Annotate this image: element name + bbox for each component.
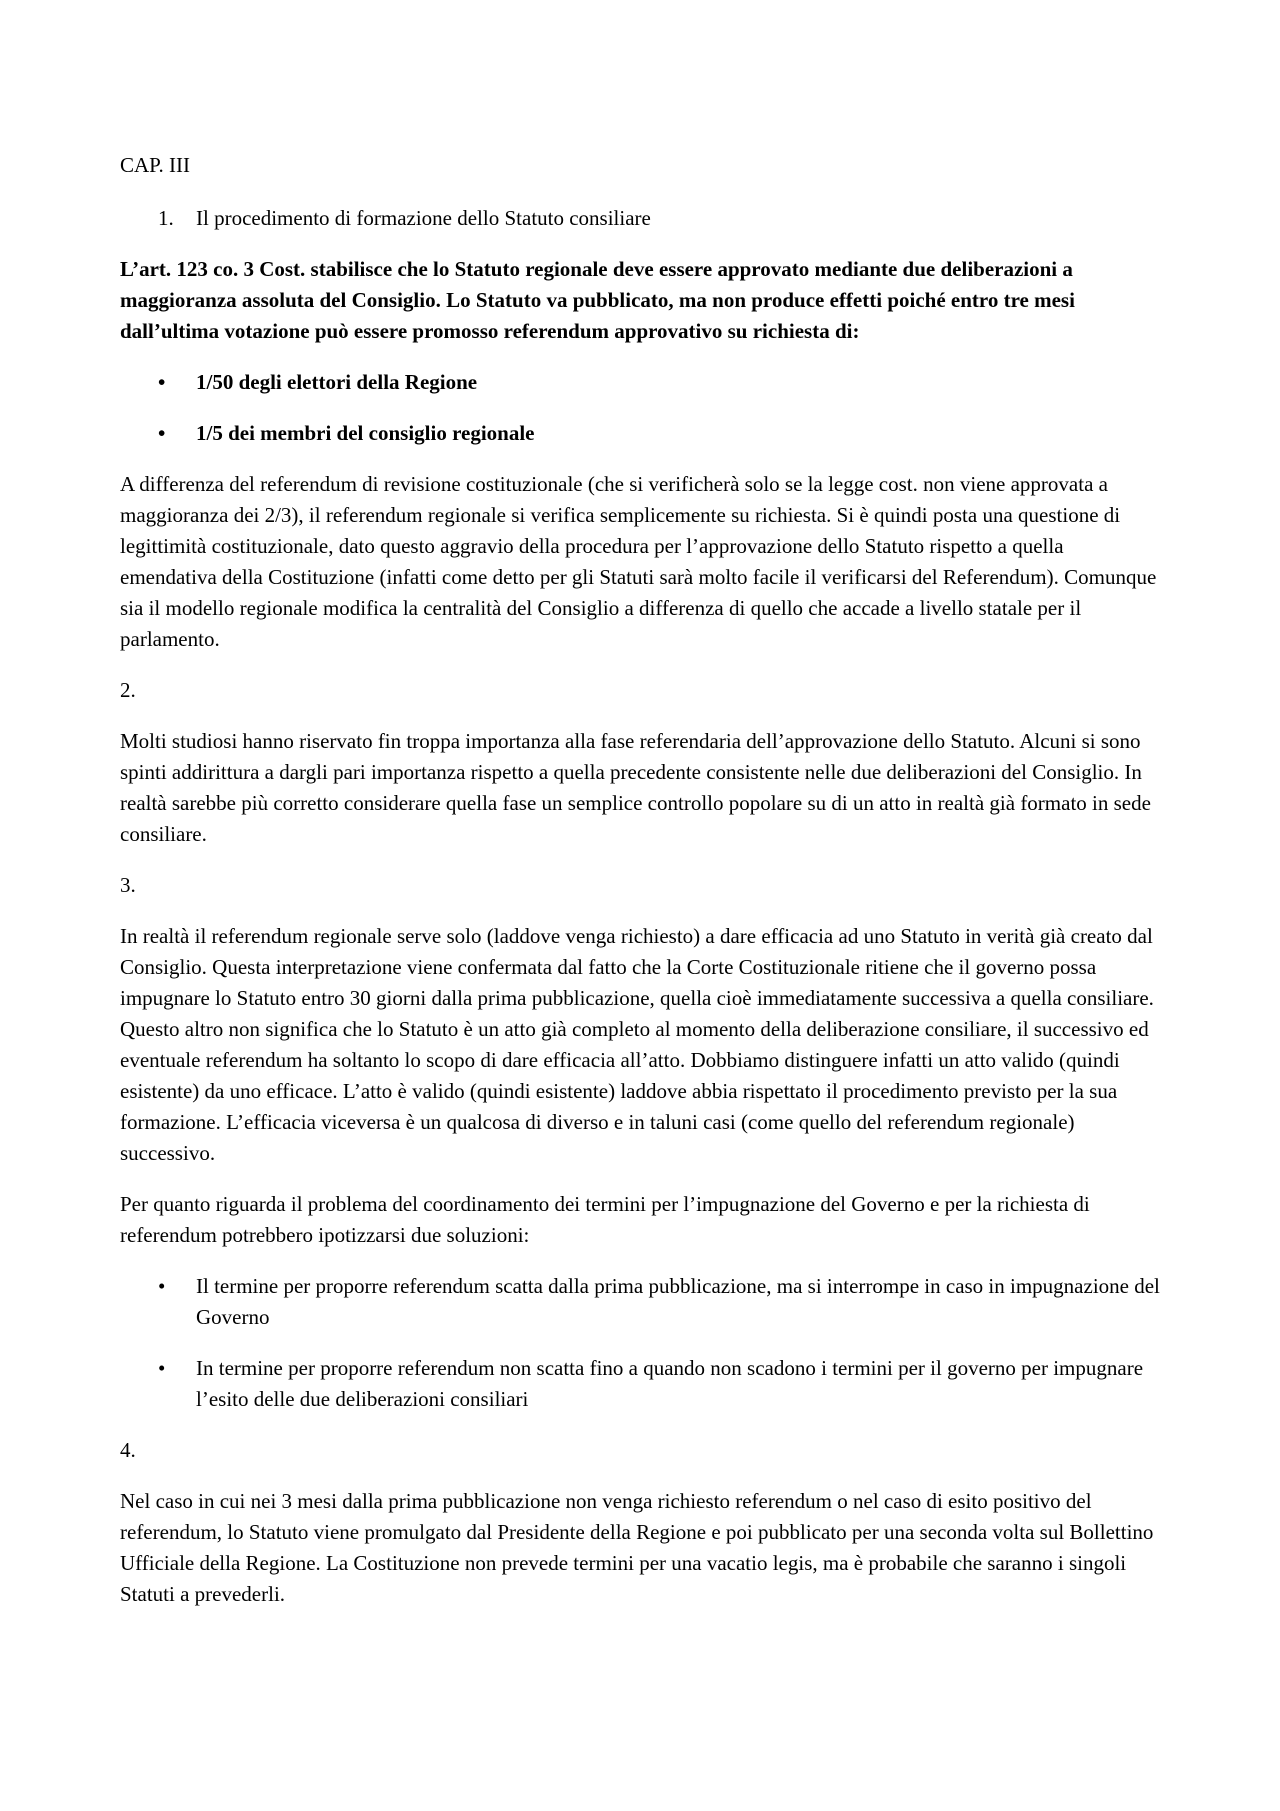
bullet-icon: • <box>158 1356 166 1380</box>
list-item-text: 1/50 degli elettori della Regione <box>196 370 478 394</box>
section-4-number: 4. <box>120 1438 136 1462</box>
list-item-text: In termine per proporre referendum non scatta fino a quando non scadono i termini per il governo per impugnare l’esito delle due deliberazioni consiliari <box>196 1356 1144 1411</box>
list-item <box>120 418 1160 449</box>
paragraph-5: Nel caso in cui nei 3 mesi dalla prima pubblicazione non venga richiesto referendum o nel caso di esito positivo del referendum, lo Statuto viene promulgato dal Presidente della Regione e poi pubblicato per una seconda volta sul Bollettino Ufficiale della Regione. La Costituzione non prevede termini per una vacatio legis, ma è probabile che saranno i singoli Statuti a prevederli. <box>120 1489 1154 1606</box>
list-item <box>120 1271 1160 1333</box>
bullet-icon: • <box>158 370 166 394</box>
list-item-text: Il termine per proporre referendum scatta dalla prima pubblicazione, ma si interrompe in caso in impugnazione del Governo <box>196 1274 1160 1329</box>
section-1-heading <box>120 203 1160 234</box>
list-item-text: 1/5 dei membri del consiglio regionale <box>196 421 535 445</box>
section-1-number: 1. <box>158 206 174 230</box>
document-page <box>120 150 1160 1630</box>
paragraph-4: Per quanto riguarda il problema del coordinamento dei termini per l’impugnazione del Governo e per la richiesta di referendum potrebbero ipotizzarsi due soluzioni: <box>120 1192 1090 1247</box>
section-1-title: Il procedimento di formazione dello Statuto consiliare <box>196 206 651 230</box>
paragraph-2: Molti studiosi hanno riservato fin troppa importanza alla fase referendaria dell’approvazione dello Statuto. Alcuni si sono spinti addirittura a dargli pari importanza rispetto a quella precedente consistente nelle due deliberazioni del Consiglio. In realtà sarebbe più corretto considerare quella fase un semplice controllo popolare su di un atto in realtà già formato in sede consiliare. <box>120 729 1151 846</box>
list-item <box>120 1353 1160 1415</box>
paragraph-1: A differenza del referendum di revisione costituzionale (che si verificherà solo se la legge cost. non viene approvata a maggioranza dei 2/3), il referendum regionale si verifica semplicemente su richiesta. Si è quindi posta una questione di legittimità costituzionale, dato questo aggravio della procedura per l’approvazione dello Statuto rispetto a quella emendativa della Costituzione (infatti come detto per gli Statuti sarà molto facile il verificarsi del Referendum). Comunque sia il modello regionale modifica la centralità del Consiglio a differenza di quello che accade a livello statale per il parlamento. <box>120 472 1157 651</box>
section-3-number: 3. <box>120 873 136 897</box>
section-2-number: 2. <box>120 678 136 702</box>
list-item <box>120 367 1160 398</box>
bullet-icon: • <box>158 421 166 445</box>
chapter-heading: CAP. III <box>120 153 191 177</box>
paragraph-3: In realtà il referendum regionale serve solo (laddove venga richiesto) a dare efficacia ad uno Statuto in verità già creato dal Consiglio. Questa interpretazione viene confermata dal fatto che la Corte Costituzionale ritiene che il governo possa impugnare lo Statuto entro 30 giorni dalla prima pubblicazione, quella cioè immediatamente successiva a quella consiliare. Questo altro non significa che lo Statuto è un atto già completo al momento della deliberazione consiliare, il successivo ed eventuale referendum ha soltanto lo scopo di dare efficacia all’atto. Dobbiamo distinguere infatti un atto valido (quindi esistente) da uno efficace. L’atto è valido (quindi esistente) laddove abbia rispettato il procedimento previsto per la sua formazione. L’efficacia viceversa è un qualcosa di diverso e in taluni casi (come quello del referendum regionale) successivo. <box>120 924 1154 1165</box>
bullet-icon: • <box>158 1274 166 1298</box>
intro-paragraph: L’art. 123 co. 3 Cost. stabilisce che lo Statuto regionale deve essere approvato mediante due deliberazioni a maggioranza assoluta del Consiglio. Lo Statuto va pubblicato, ma non produce effetti poiché entro tre mesi dall’ultima votazione può essere promosso referendum approvativo su richiesta di: <box>120 257 1075 343</box>
